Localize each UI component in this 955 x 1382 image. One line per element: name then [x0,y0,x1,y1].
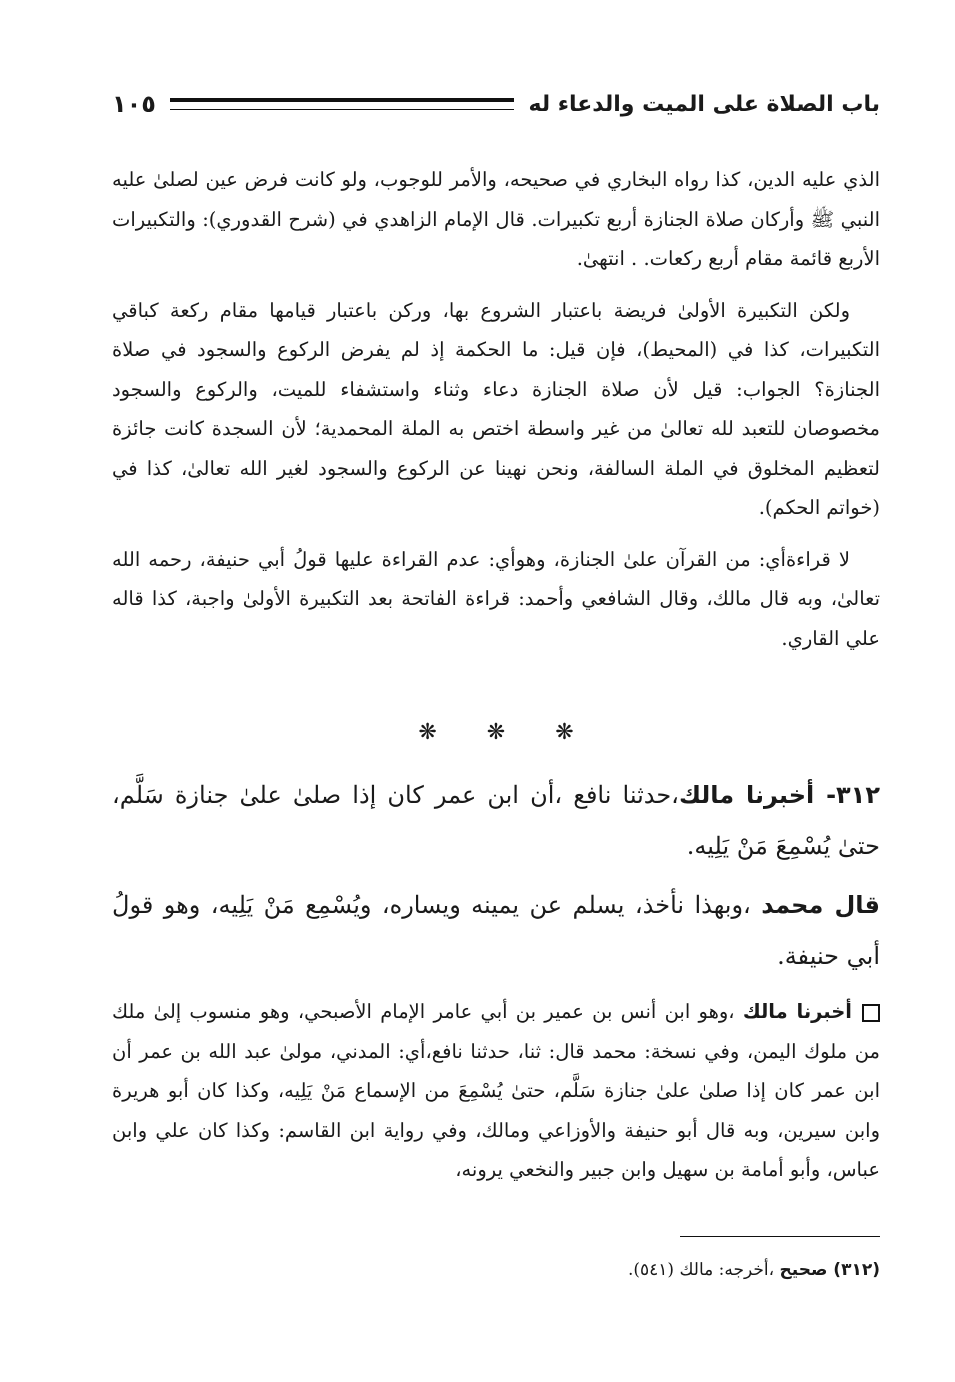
footnote-text: ،أخرجه: مالك (٥٤١). [627,1260,780,1280]
commentary-paragraph [112,992,880,1190]
paragraph-3: لا قراءةأي: من القرآن علىٰ الجنازة، وهوأي: عدم القراءة عليها قولُ أبي حنيفة، رحمه الله تعالىٰ، وبه قال مالك، وقال الشافعي وأحمد: قراءة الفاتحة بعد التكبيرة الأولىٰ واجبة، كذا قاله علي القاري. [112,547,880,650]
section-separator [112,720,880,750]
commentary-text: ،وهو ابن أنس بن عمير بن أبي عامر الإمام الأصبحي، وهو منسوب إلىٰ ملك من ملوك اليمن، وفي نسخة: محمد قال: ثنا، حدثنا نافع،أي: المدني، مولىٰ عبد الله بن عمر أن ابن عمر كان إذا صلىٰ علىٰ جنازة سَلَّم، حتىٰ يُسْمِعَ من الإسماع مَنْ يَلِيه، وكذا كان أبو هريرة وابن سيرين، وبه قال أبو حنيفة والأوزاعي ومالك، وفي رواية ابن القاسم: وكذا كان علي وابن عباس، وأبو أمامة بن سهيل وابن جبير والنخعي يرونه، [112,1000,880,1181]
footnote-label: (٣١٢) صحيح [779,1260,880,1280]
hadith-312 [112,770,880,872]
separator-star-icon: ❋ [418,720,437,745]
square-bullet-icon [862,1004,880,1022]
header-rule [170,98,515,110]
footnote-rule [680,1236,880,1237]
paragraph-2: ولكن التكبيرة الأولىٰ فريضة باعتبار الشروع بها، وركن باعتبار قيامها مقام ركعة كباقي التكبيرات، كذا في (المحيط)، فإن قيل: ما الحكمة إذ لم يفرض الركوع والسجود في صلاة الجنازة؟ الجواب: قيل لأن صلاة الجنازة دعاء وثناء واستشفاء للميت، والركوع والسجود مخصوصان للتعبد لله تعالىٰ من غير واسطة اختص به الملة المحمدية؛ لأن السجدة كانت جائزة لتعظيم المخلوق في الملة السالفة، ونحن نهينا عن الركوع والسجود لغير الله تعالىٰ، كذا في (خواتم الحكم). [112,298,880,519]
paragraph-1: الذي عليه الدين، كذا رواه البخاري في صحيحه، والأمر للوجوب، ولو كانت فرض عين لصلىٰ عليه النبي ﷺ وأركان صلاة الجنازة أربع تكبيرات. قال الإمام الزاهدي في (شرح القدوري): والتكبيرات الأربع قائمة مقام أربع ركعات. . انتهىٰ. [112,168,880,270]
commentary-section-top [112,160,880,658]
commentary-label: أخبرنا مالك [742,1000,852,1023]
hadith-label: ٣١٢- أخبرنا مالك [678,781,880,809]
chapter-title: باب الصلاة على الميت والدعاء له [528,91,880,117]
page-number: ١٠٥ [112,90,156,118]
hadith-block [112,770,880,982]
muhammad-statement [112,880,880,982]
hadith-text: ،حدثنا نافع ،أن ابن عمر كان إذا صلىٰ علىٰ جنازة سَلَّم، حتىٰ يُسْمِعَ مَنْ يَلِيه. [112,781,880,860]
commentary-section-bottom [112,992,880,1190]
page-header [112,84,880,124]
muhammad-label: قال محمد [761,891,881,919]
footnote [112,1256,880,1284]
separator-star-icon: ❋ [486,720,506,745]
separator-star-icon: ❋ [555,720,574,745]
muhammad-text: ،وبهذا نأخذ، يسلم عن يمينه ويساره، ويُسْمِع مَنْ يَلِيه، وهو قولُ أبي حنيفة. [112,891,880,970]
